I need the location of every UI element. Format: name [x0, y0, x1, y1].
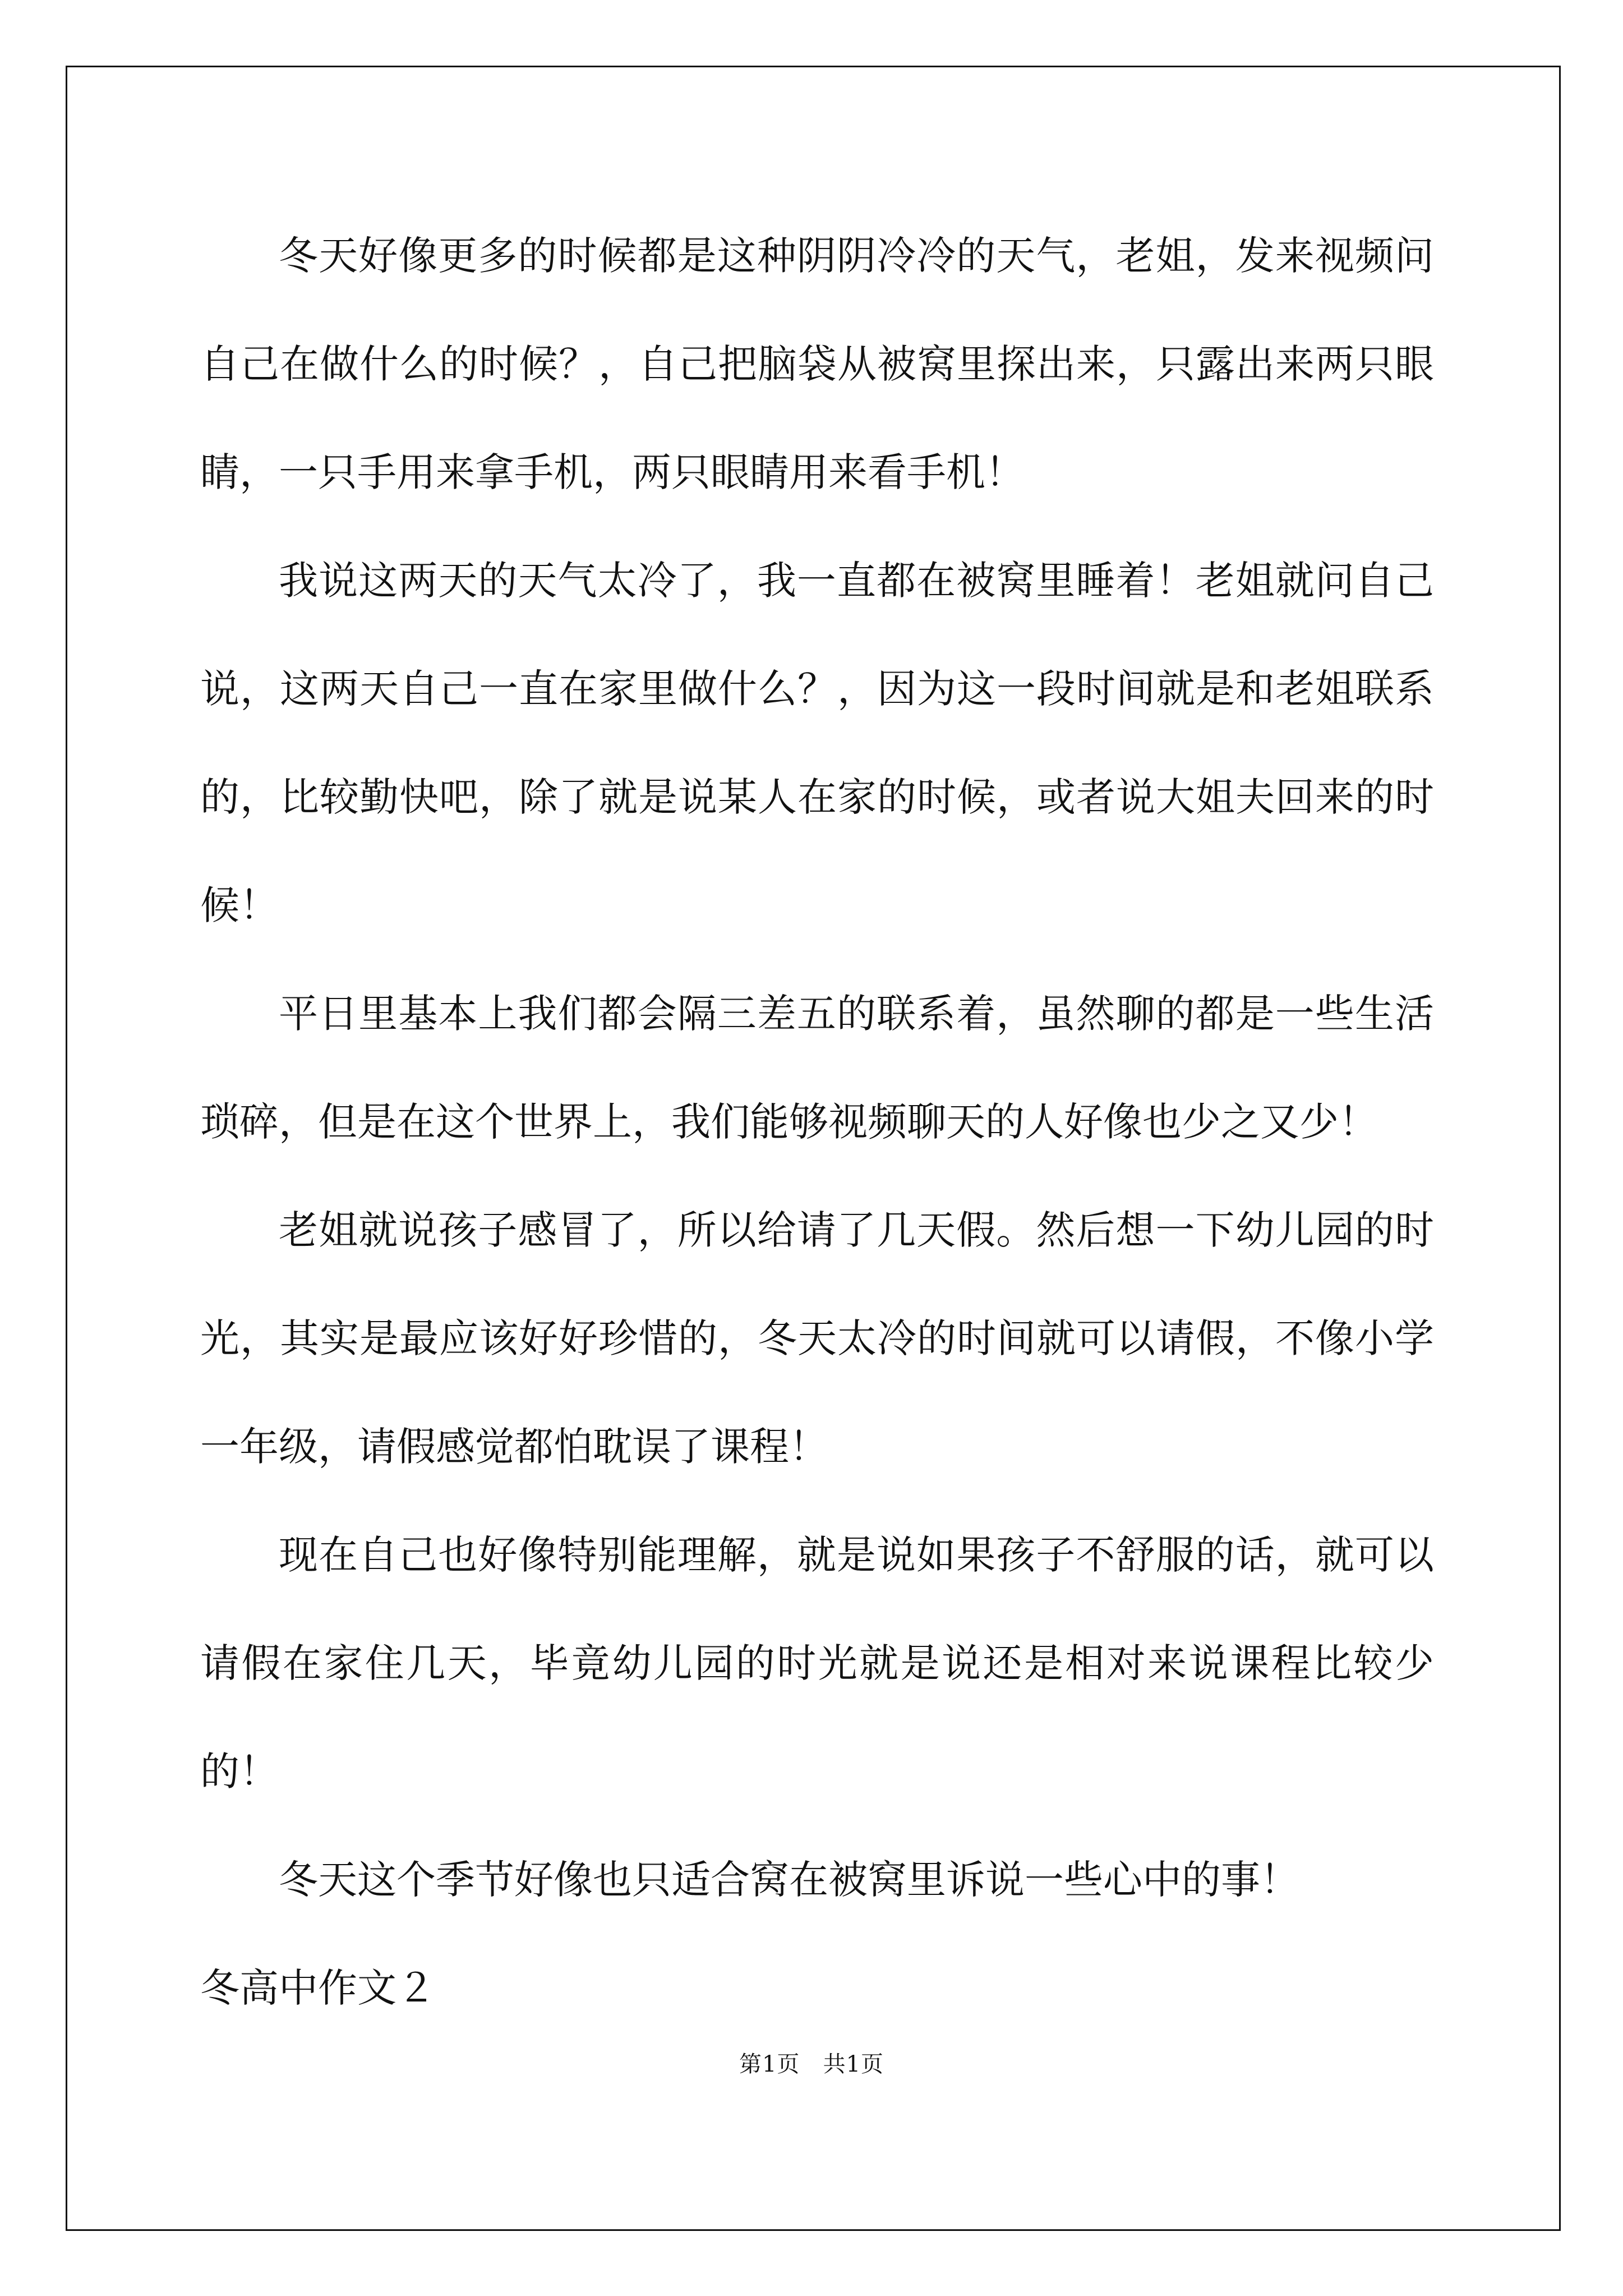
paragraph-2: 我说这两天的天气太冷了，我一直都在被窝里睡着！老姐就问自己说，这两天自己一直在家里做什么？，因为这一段时间就是和老姐联系的，比较勤快吧，除了就是说某人在家的时候，或者说大姐夫回来的时候！	[200, 558, 1434, 928]
page-number: 第1页	[739, 2051, 800, 2077]
section-heading: 冬高中作文２	[200, 1965, 436, 2011]
paragraph-6: 冬天这个季节好像也只适合窝在被窝里诉说一些心中的事！	[279, 1857, 1299, 1903]
page-footer	[0, 2046, 1623, 2078]
paragraph-4: 老姐就说孩子感冒了，所以给请了几天假。然后想一下幼儿园的时光，其实是最应该好好珍惜的，冬天太冷的时间就可以请假，不像小学一年级，请假感觉都怕耽误了课程！	[200, 1207, 1434, 1470]
paragraph-1: 冬天好像更多的时候都是这种阴阴冷冷的天气，老姐，发来视频问自己在做什么的时候？，自己把脑袋从被窝里探出来，只露出来两只眼睛，一只手用来拿手机，两只眼睛用来看手机！	[200, 233, 1434, 495]
document-body	[200, 202, 1434, 2042]
total-pages: 共1页	[823, 2051, 884, 2077]
paragraph-5: 现在自己也好像特别能理解，就是说如果孩子不舒服的话，就可以请假在家住几天，毕竟幼儿园的时光就是说还是相对来说课程比较少的！	[200, 1532, 1434, 1795]
paragraph-3: 平日里基本上我们都会隔三差五的联系着，虽然聊的都是一些生活琐碎，但是在这个世界上，我们能够视频聊天的人好像也少之又少！	[200, 991, 1434, 1145]
